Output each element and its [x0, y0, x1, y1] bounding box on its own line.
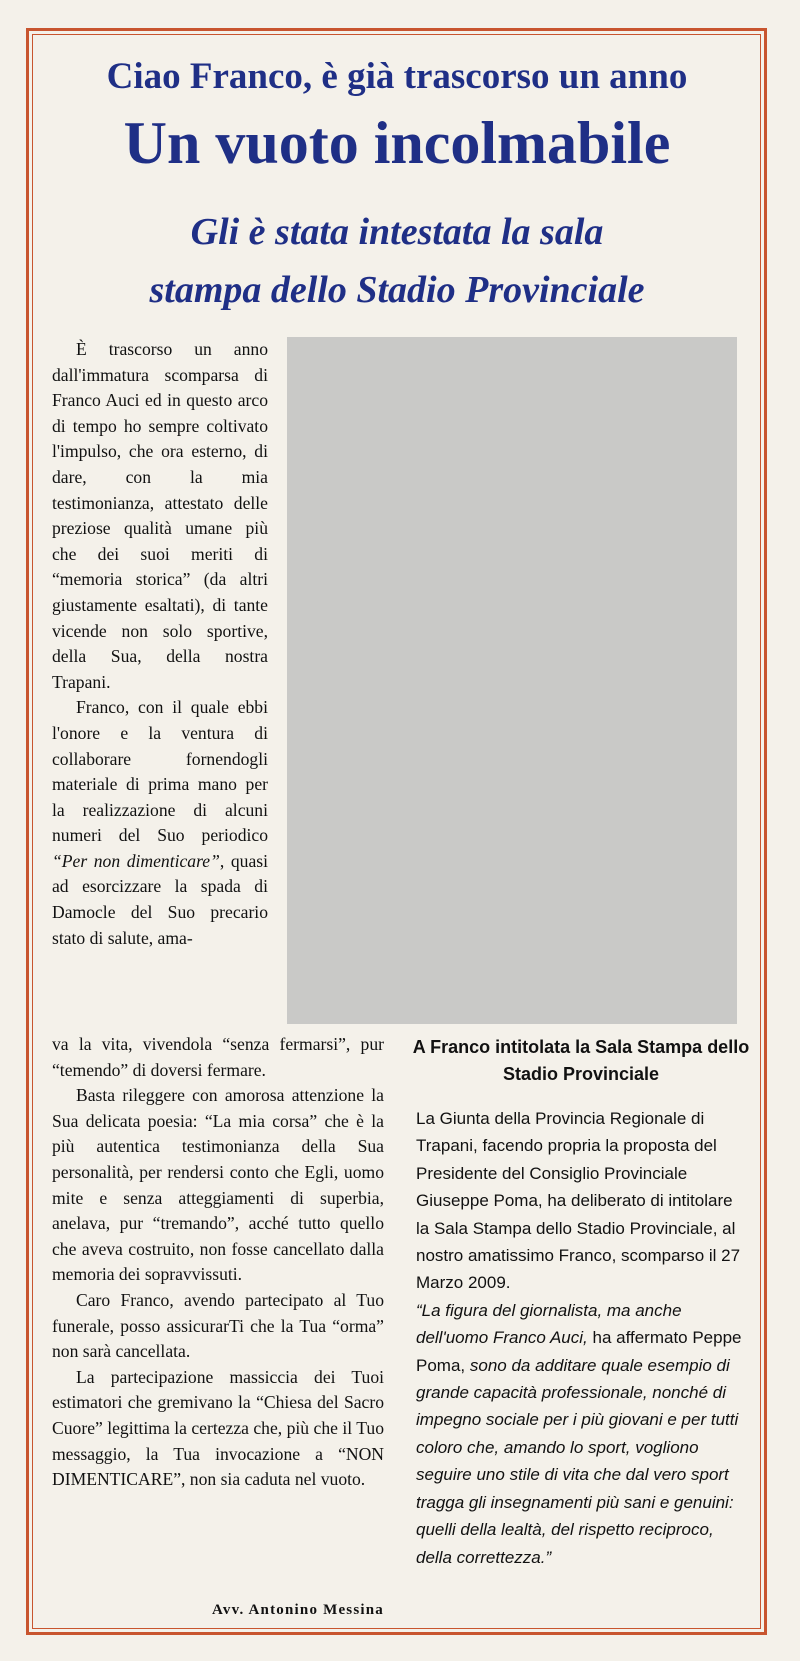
article-subheadline — [40, 203, 754, 319]
paragraph-2-text: Franco, con il quale ebbi l'onore e la ventura di collaborare fornendogli materiale di prima mano per la realizzazione di alcuni numeri del Suo periodico — [52, 697, 268, 846]
article-photo — [287, 337, 737, 1024]
subheadline-line-1: Gli è stata intestata la sala — [190, 211, 604, 253]
paragraph-2-continued: va la vita, vivendola “senza fermarsi”, pur “temendo” di doversi fermare. — [52, 1034, 384, 1080]
quote-attribution: ha affermato Peppe Poma, — [416, 1328, 742, 1375]
article-headline: Un vuoto incolmabile — [123, 110, 671, 176]
sidebar-paragraph: La Giunta della Provincia Regionale di Trapani, facendo propria la proposta del Presidente del Consiglio Provinciale Giuseppe Poma, ha deliberato di intitolare la Sala Stampa dello Stadio Provinciale, al nostro amatissimo Franco, scomparso il 27 Marzo 2009. — [416, 1109, 741, 1293]
quote-part-2: sono da additare quale esempio di grande capacità professionale, nonché di impegno sociale per i più giovani e per tutti coloro che, amando lo sport, vogliono seguire uno stile di vita che dal vero sport tragga gli insegnamenti più sani e genuini: quelli della lealtà, del rispetto reciproco, della correttezza.” — [416, 1355, 739, 1567]
author-signature: Avv. Antonino Messina — [211, 1602, 384, 1618]
paragraph-2-text-end: , quasi ad esorcizzare la spada di Damocle del Suo precario stato di salute, ama- — [52, 850, 268, 948]
sidebar-body — [416, 1105, 748, 1571]
sidebar-title: A Franco intitolata la Sala Stampa dello Stadio Provinciale — [412, 1037, 750, 1084]
main-text-column-bottom — [52, 1032, 384, 1493]
paragraph-5: La partecipazione massiccia dei Tuoi estimatori che gremivano la “Chiesa del Sacro Cuore” legittima la certezza che, più che il Tuo messaggio, la Tua invocazione a “NON DIMENTICARE”, non sia caduta nel vuoto. — [52, 1366, 384, 1490]
article-kicker: Ciao Franco, è già trascorso un anno — [106, 56, 688, 97]
paragraph-1: È trascorso un anno dall'immatura scomparsa di Franco Auci ed in questo arco di tempo ho sempre coltivato l'impulso, che ora esterno, di dare, con la mia testimonianza, attestato delle preziose qualità umane più che dei suoi meriti di “memoria storica” (da altri giustamente esaltati), di tante vicende non solo sportive, della Sua, della nostra Trapani. — [52, 339, 268, 692]
paragraph-3: Basta rileggere con amorosa attenzione la Sua delicata poesia: “La mia corsa” che è la più autentica testimonianza della Sua personalità, per rendersi conto che Egli, uomo mite e senza atteggiamenti di superbia, anelava, pur “tremando”, acché tutto quello che aveva costruito, non fosse cancellato dalla memoria dei sopravvissuti. — [52, 1085, 384, 1285]
paragraph-4: Caro Franco, avendo partecipato al Tuo funerale, posso assicurarTi che la Tua “orma” non sarà cancellata. — [52, 1289, 384, 1362]
periodical-title: “Per non dimenticare” — [52, 850, 220, 871]
quote-part-1: “La figura del giornalista, ma anche dell'uomo Franco Auci, — [416, 1300, 682, 1348]
main-text-column-top — [52, 337, 268, 951]
sidebar-quote — [416, 1297, 748, 1571]
subheadline-line-2: stampa dello Stadio Provinciale — [149, 269, 645, 311]
paragraph-2 — [52, 695, 268, 951]
